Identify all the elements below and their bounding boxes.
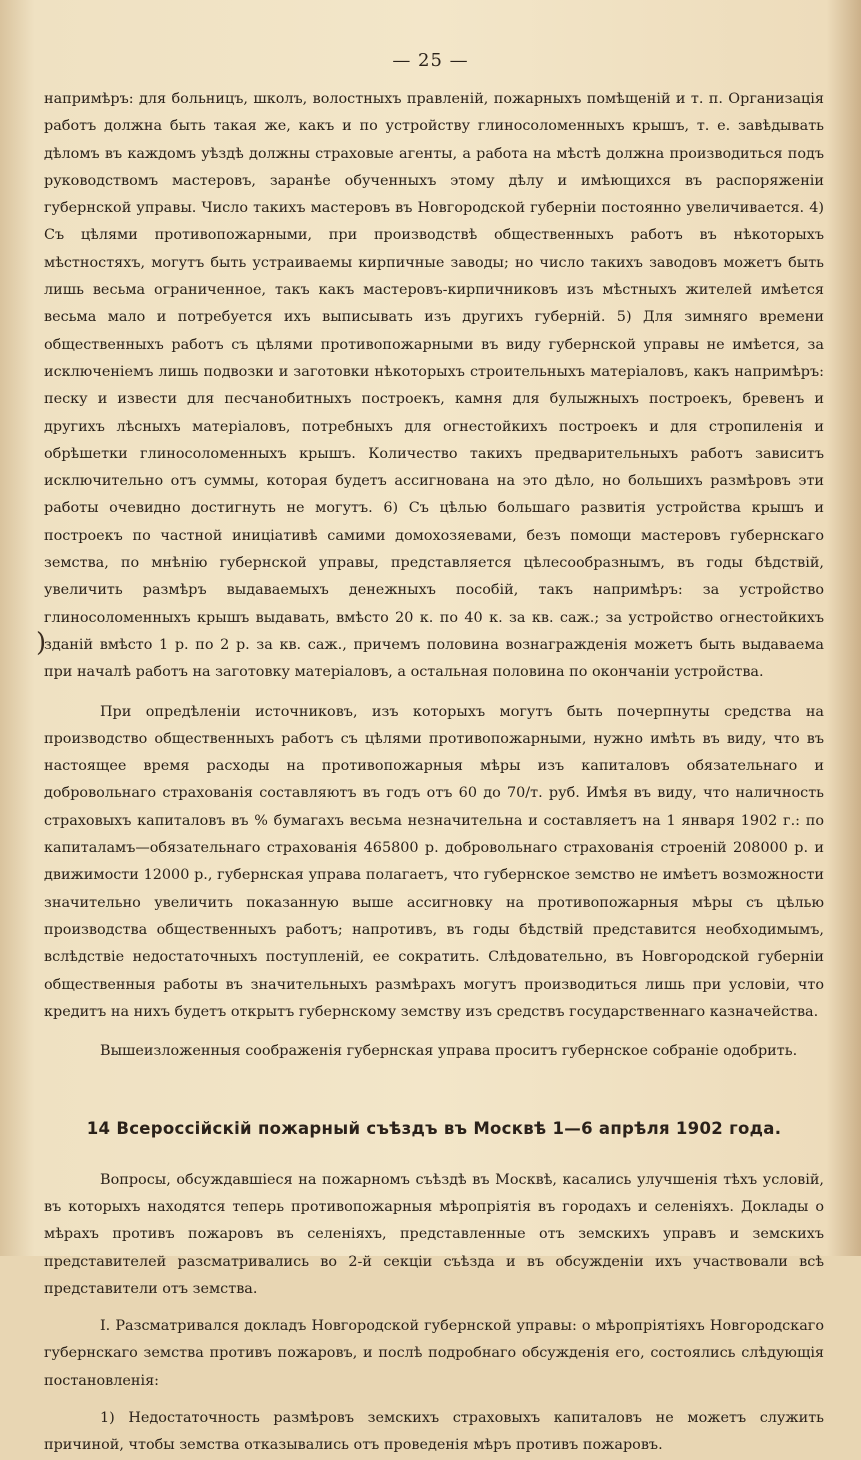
paragraph-congress-questions: Вопросы, обсуждавшіеся на пожарномъ съѣздѣ въ Москвѣ, касались улучшенія тѣхъ условій, въ которыхъ находятся теперь противопожарныя мѣропріятія въ городахъ и селеніяхъ. Доклады о мѣрахъ противъ пожаровъ въ селеніяхъ, представленные отъ земскихъ управъ и земскихъ представителей разсматривались во 2-й секціи съѣзда и въ обсужденіи ихъ участвовали всѣ представители отъ земства. [44,1171,824,1297]
page-number: — 25 — [392,50,469,71]
paragraph-continued: напримѣръ: для больницъ, школъ, волостныхъ правленій, пожарныхъ помѣщеній и т. п. Организація работъ должна быть такая же, какъ и по устройству глиносоломенныхъ крышъ, т. е. завѣдывать дѣломъ въ каждомъ уѣздѣ должны страховые агенты, а работа на мѣстѣ должна производиться подъ руководствомъ мастеровъ, заранѣе обученныхъ этому дѣлу и имѣющихся въ распоряженіи губернской управы. Число такихъ мастеровъ въ Новгородской губерніи постоянно увеличивается. 4) Съ цѣлями противопожарными, при производствѣ общественныхъ работъ въ нѣкоторыхъ мѣстностяхъ, могутъ быть устраиваемы кирпичные заводы; но число такихъ заводовъ можетъ быть лишь весьма ограниченное, такъ какъ мастеровъ-кирпичниковъ изъ мѣстныхъ жителей имѣется весьма мало и потребуется ихъ выписывать изъ другихъ губерній. 5) Для зимняго времени общественныхъ работъ съ цѣлями противопожарными въ виду губернской управы не имѣется, за исключеніемъ лишь подвозки и заготовки нѣкоторыхъ строительныхъ матеріаловъ, какъ напримѣръ: песку и извести для песчанобитныхъ построекъ, камня для булыжныхъ построекъ, бревенъ и другихъ лѣсныхъ матеріаловъ, потребныхъ для огнестойкихъ построекъ и для стропиленія и обрѣшетки глиносоломенныхъ крышъ. Количество такихъ предварительныхъ работъ зависитъ исключительно отъ суммы, которая будетъ ассигнована на это дѣло, но большихъ размѣровъ эти работы очевидно достигнуть не могутъ. 6) Съ цѣлью большаго развитія устройства крышъ и построекъ по частной иниціативѣ самими домохозяевами, безъ помощи мастеровъ губернскаго земства, по мнѣнію губернской управы, представляется цѣлесообразнымъ, въ годы бѣдствій, увеличить размѣръ выдаваемыхъ денежныхъ пособій, такъ напримѣръ: за устройство глиносоломенныхъ крышъ выдавать, вмѣсто 20 к. по 40 к. за кв. саж.; за устройство огнестойкихъ зданій вмѣсто 1 р. по 2 р. за кв. саж., причемъ половина вознагражденія можетъ быть выдаваема при началѣ работъ на заготовку матеріаловъ, а остальная половина по окончаніи устройства. [44,91,824,681]
paragraph-funding-sources: При опредѣленіи источниковъ, изъ которыхъ могутъ быть почерпнуты средства на производство общественныхъ работъ съ цѣлями противопожарными, нужно имѣть въ виду, что въ настоящее время расходы на противопожарныя мѣры изъ капиталовъ обязательнаго и добровольнаго страхованія составляютъ въ годъ отъ 60 до 70/т. руб. Имѣя въ виду, что наличность страховыхъ капиталовъ въ % бумагахъ весьма незначительна и составляетъ на 1 января 1902 г.: по капиталамъ—обязательнаго страхованія 465800 р. добровольнаго страхованія строеній 208000 р. и движимости 12000 р., губернская управа полагаетъ, что губернское земство не имѣетъ возможности значительно увеличить показанную выше ассигновку на противопожарныя мѣры съ цѣлью производства общественныхъ работъ; напротивъ, въ годы бѣдствій представится необходимымъ, вслѣдствіе недостаточныхъ поступленій, ее сократить. Слѣдовательно, въ Новгородской губерніи общественныя работы въ значительныхъ размѣрахъ могутъ производиться лишь при условіи, что кредитъ на нихъ будетъ открытъ губернскому земству изъ средствъ государственнаго казначейства. [44,703,824,1020]
section-heading: 14 Всероссійскій пожарный съѣздъ въ Москвѣ 1—6 апрѣля 1902 года. [86,1119,782,1139]
paragraph-conclusion: Вышеизложенныя соображенія губернская управа проситъ губернское собраніе одобрить. [100,1043,798,1060]
page-body [44,86,824,1460]
margin-mark: ) [36,628,47,658]
paragraph-novgorod-report: I. Разсматривался докладъ Новгородской губернской управы: о мѣропріятіяхъ Новгородскаго губернскаго земства противъ пожаровъ, и послѣ подробнаго обсужденія его, состоялись слѣдующія постановленія: [44,1318,824,1389]
paragraph-resolution-1: 1) Недостаточность размѣровъ земскихъ страховыхъ капиталовъ не можетъ служить причиной, чтобы земства отказывались отъ проведенія мѣръ противъ пожаровъ. [44,1410,824,1454]
